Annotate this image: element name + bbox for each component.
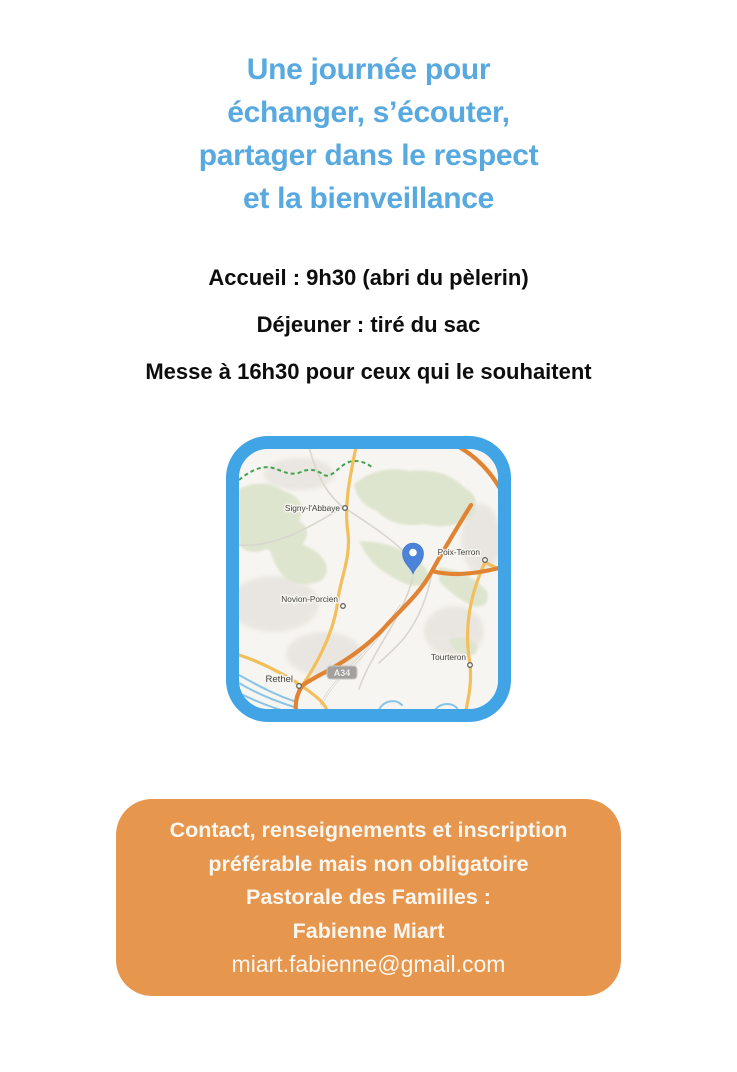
title-line: et la bienveillance	[242, 182, 495, 215]
schedule-item-accueil: Accueil : 9h30 (abri du pèlerin)	[208, 265, 529, 290]
town-label-novion-porcien: Novion-Porcien	[281, 594, 338, 604]
title-line: échanger, s’écouter,	[227, 96, 510, 129]
flyer-page	[0, 48, 737, 1072]
contact-name: Fabienne Miart	[292, 918, 445, 943]
page-title	[0, 48, 737, 220]
schedule-item-dejeuner: Déjeuner : tiré du sac	[256, 312, 481, 337]
contact-card	[116, 799, 621, 996]
contact-email: miart.fabienne@gmail.com	[231, 951, 506, 977]
map-layers	[239, 449, 498, 709]
schedule-item-messe: Messe à 16h30 pour ceux qui le souhaitent	[145, 359, 592, 384]
contact-line: préférable mais non obligatoire	[208, 851, 529, 876]
town-label-rethel: Rethel	[265, 674, 293, 685]
town-label-signy: Signy-l'Abbaye	[284, 503, 340, 513]
schedule-block	[0, 264, 737, 385]
motorway-shield-label: A34	[333, 668, 351, 678]
motorway-shield	[327, 666, 357, 679]
contact-line: Contact, renseignements et inscription	[169, 818, 568, 842]
map-card	[226, 436, 511, 722]
map-image	[239, 449, 498, 709]
contact-line: Pastorale des Familles :	[246, 885, 491, 909]
title-line: partager dans le respect	[198, 139, 539, 172]
title-line: Une journée pour	[246, 53, 491, 86]
town-label-poix-terron: Poix-Terron	[437, 547, 480, 557]
town-label-tourteron: Tourteron	[430, 652, 466, 662]
